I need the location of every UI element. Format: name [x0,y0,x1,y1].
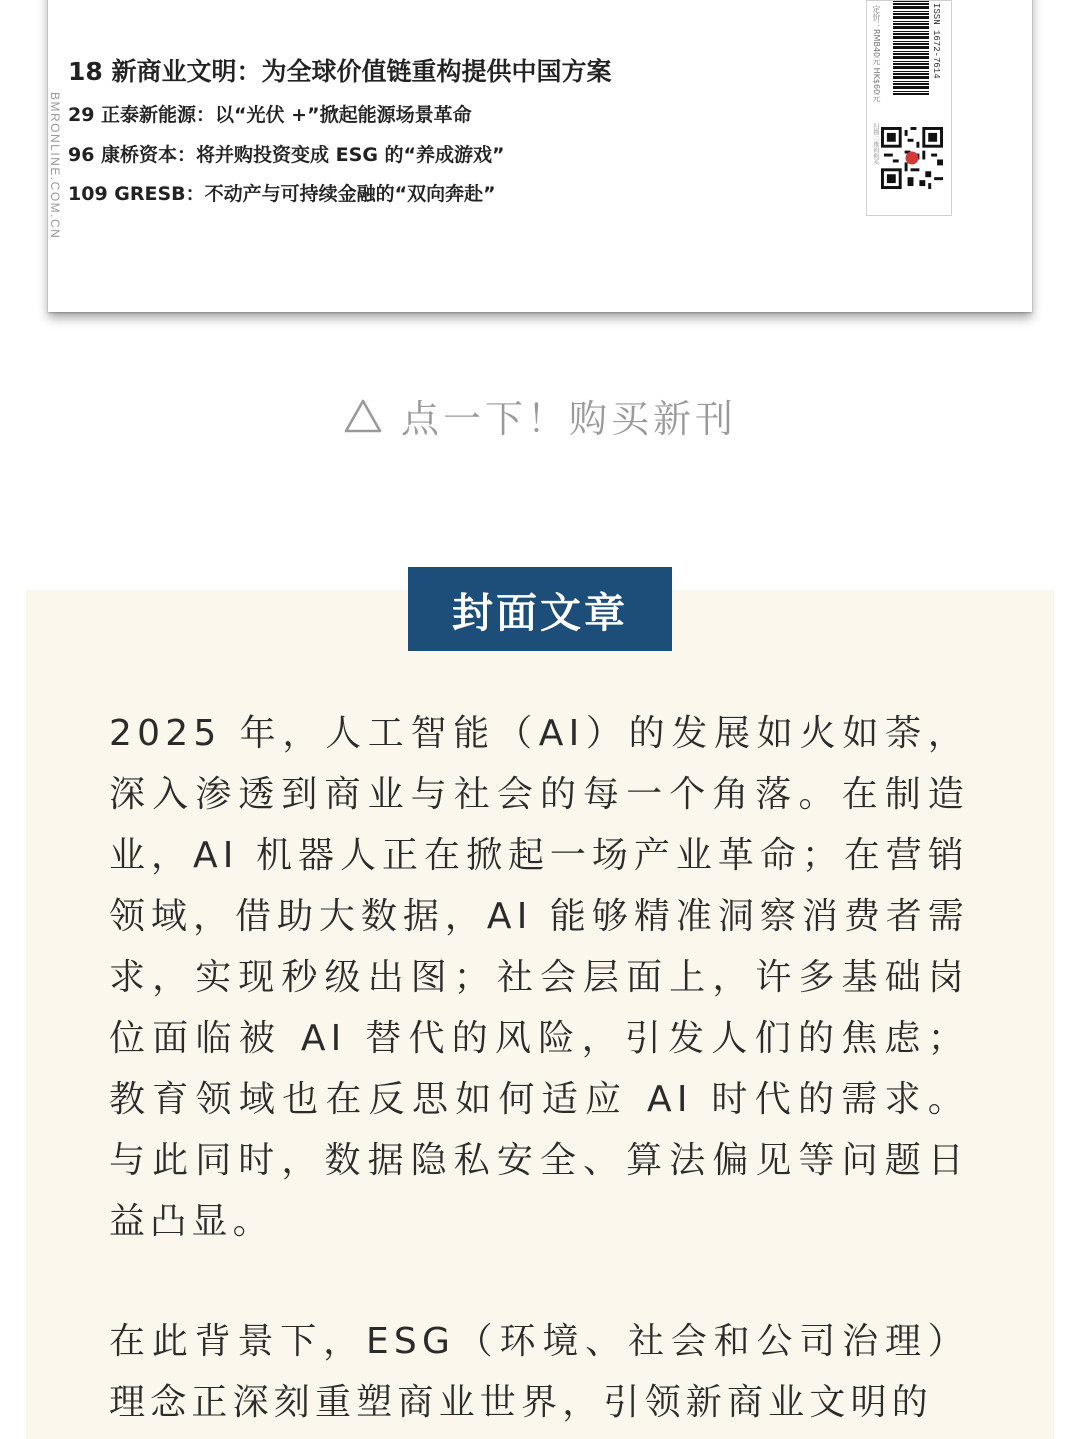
toc-item: 109 GRESB：不动产与可持续金融的“双向奔赴” [68,183,496,205]
barcode-icon [893,1,929,95]
buy-prompt-text: 点一下！购买新刊 [400,397,737,441]
barcode-panel [866,0,952,216]
triangle-up-outline-icon [343,398,383,434]
toc-item-main: 18 新商业文明：为全球价值链重构提供中国方案 [68,57,612,86]
article-paragraph: 在此背景下，ESG（环境、社会和公司治理）理念正深刻重塑商业世界，引领新商业文明的 [109,1321,969,1423]
article-paragraph: 2025 年，人工智能（AI）的发展如火如荼，深入渗透到商业与社会的每一个角落。在制造业，AI 机器人正在掀起一场产业革命；在营销领域，借助大数据，AI 能够精准洞察消费者需求，实现秒级出图；社会层面上，许多基础岗位面临被 AI 替代的风险，引发人们的焦虑；教育领域也在反思如何适应 AI 时代的需求。与此同时，数据隐私安全、算法偏见等问题日益凸显。 [109,713,969,1242]
toc-item: 96 康桥资本：将并购投资变成 ESG 的“养成游戏” [68,144,505,166]
cover-price: 定价：RMB40元 HK$60元 [872,5,881,103]
toc-item: 29 正泰新能源：以“光伏 +”掀起能源场景革命 [68,104,472,126]
issn-number: ISSN 1672-7614 [931,3,941,79]
buy-new-issue-link[interactable] [0,388,1080,443]
section-title-badge: 封面文章 [408,567,672,651]
qr-caption: 扫描二维码购买 [872,123,879,165]
qr-code-icon[interactable] [881,127,943,189]
cover-side-url: BMRONLINE.COM.CN [48,92,62,240]
